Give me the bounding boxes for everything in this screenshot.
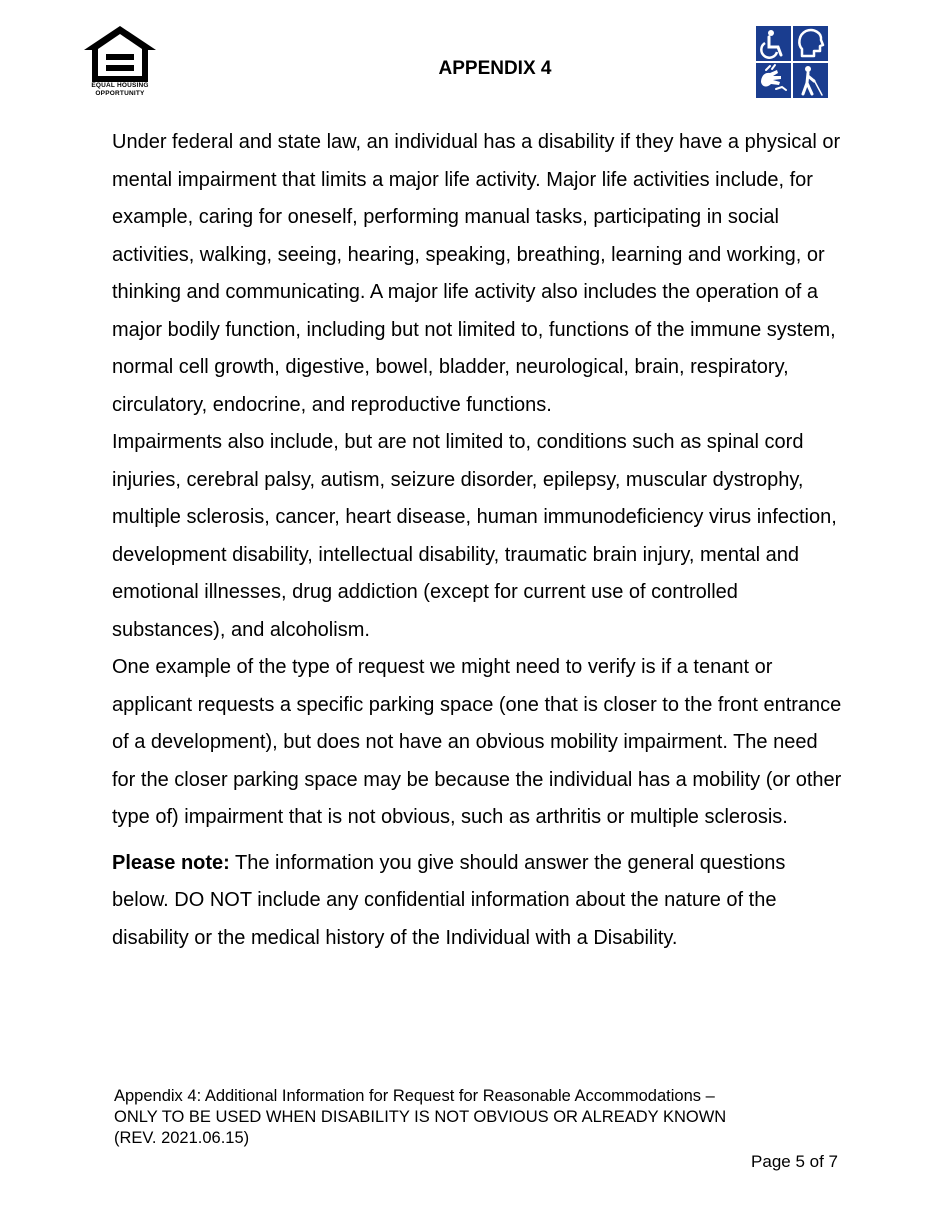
paragraph-impairments: Impairments also include, but are not limited to, conditions such as spinal cord injuries, cerebral palsy, autism, seizure disorder, epilepsy, muscular dystrophy, multiple sclerosis, cancer, heart disease, human immunodeficiency virus infection, development disability, intellectual disability, traumatic brain injury, mental and emotional illnesses, drug addiction (except for current use of controlled substances), and alcoholism. [112, 431, 837, 641]
footer [114, 1086, 844, 1149]
logo-caption [82, 82, 158, 97]
logo-caption-line2: OPPORTUNITY [95, 89, 145, 97]
note-label: Please note: [112, 851, 230, 874]
wheelchair-icon [756, 26, 791, 61]
logo-caption-line1: EQUAL HOUSING [91, 82, 149, 89]
footer-line2: ONLY TO BE USED WHEN DISABILITY IS NOT OBVIOUS OR ALREADY KNOWN [114, 1108, 727, 1126]
blind-cane-icon [793, 63, 828, 98]
page-number: Page 5 of 7 [751, 1152, 838, 1171]
paragraph-parking-example: One example of the type of request we might need to verify is if a tenant or applicant requests a specific parking space (one that is closer to the front entrance of a development), but does not have an obvious mobility impairment. The need for the closer parking space may be because the individual has a mobility (or other type of) impairment that is not obvious, such as arthritis or multiple sclerosis. [112, 656, 842, 828]
accessibility-icons [756, 26, 828, 98]
paragraph-disability-definition: Under federal and state law, an individual has a disability if they have a physical or mental impairment that limits a major life activity. Major life activities include, for example, caring for oneself, performing manual tasks, participating in social activities, walking, seeing, hearing, speaking, breathing, learning and working, or thinking and communicating. A major life activity also includes the operation of a major bodily function, including but not limited to, functions of the immune system, normal cell growth, digestive, bowel, bladder, neurological, brain, respiratory, circulatory, endocrine, and reproductive functions. [112, 131, 841, 416]
footer-line3: (REV. 2021.06.15) [114, 1129, 250, 1147]
please-note-paragraph [112, 845, 842, 958]
footer-line1: Appendix 4: Additional Information for Request for Reasonable Accommodations – [114, 1087, 715, 1105]
sign-language-icon [756, 63, 791, 98]
page-title: APPENDIX 4 [438, 58, 552, 79]
head-profile-icon [793, 26, 828, 61]
body-text [112, 124, 842, 957]
note-text: The information you give should answer the general questions below. DO NOT include any confidential information about the nature of the disability or the medical history of the Individual with a Disability. [112, 851, 786, 949]
